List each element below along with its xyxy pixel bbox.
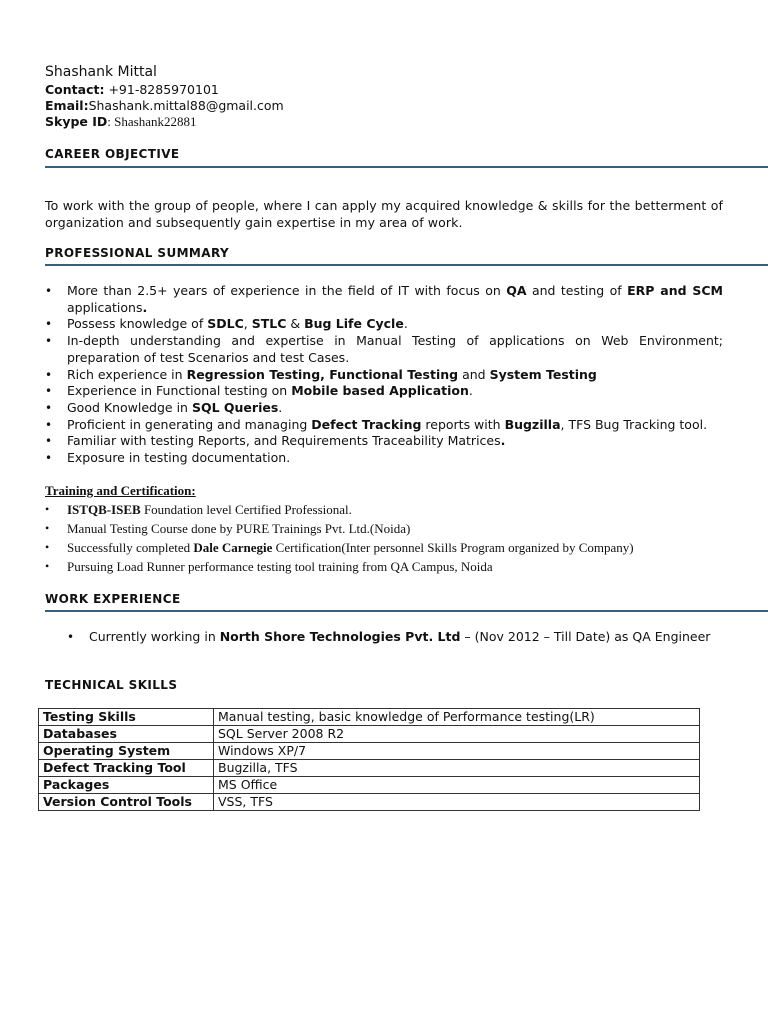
bullet-icon: • — [45, 317, 53, 332]
skill-value-cell: VSS, TFS — [214, 794, 700, 811]
bullet-icon: • — [45, 367, 53, 382]
list-item — [45, 383, 723, 400]
professional-summary-list — [45, 283, 723, 467]
email-label: Email: — [45, 98, 89, 113]
training-heading: Training and Certification: — [45, 483, 196, 498]
skill-category-cell: Defect Tracking Tool — [39, 760, 214, 777]
skill-value-cell: Bugzilla, TFS — [214, 760, 700, 777]
list-item-text: , TFS Bug Tracking tool. — [560, 416, 708, 432]
list-item-text: Foundation level Certified Professional. — [140, 502, 352, 517]
list-item-text: Familiar with testing Reports, and Requirements Traceability Matrices — [67, 433, 501, 449]
bullet-icon: • — [45, 559, 50, 573]
skill-value-cell: Manual testing, basic knowledge of Performance testing(LR) — [214, 709, 700, 726]
skill-value-cell: MS Office — [214, 777, 700, 794]
skype-label: Skype ID — [45, 114, 108, 129]
skill-value-cell: SQL Server 2008 R2 — [214, 726, 700, 743]
list-item — [67, 629, 723, 646]
bullet-icon: • — [45, 434, 53, 449]
list-item-text: Rich experience in — [67, 366, 187, 382]
skill-category-cell: Databases — [39, 726, 214, 743]
list-item-text: – (Nov 2012 – Till Date) as QA Engineer — [460, 629, 711, 644]
list-item-text: Experience in Functional testing on — [67, 383, 292, 399]
section-heading-work-experience: WORK EXPERIENCE — [45, 592, 181, 606]
list-item-text: . — [142, 299, 148, 315]
list-item-text: Mobile based Application — [291, 383, 469, 399]
list-item — [45, 450, 723, 467]
section-divider — [45, 610, 768, 612]
table-row — [39, 709, 700, 726]
bullet-icon: • — [45, 521, 50, 535]
section-divider — [45, 264, 768, 266]
list-item — [45, 538, 735, 557]
list-item-text: , — [243, 316, 252, 332]
list-item-text: SDLC — [207, 316, 244, 332]
list-item-text: Bugzilla — [504, 416, 561, 432]
list-item-text: STLC — [251, 316, 287, 332]
list-item — [45, 557, 735, 576]
list-item-text: . — [500, 433, 506, 449]
section-heading-career-objective: CAREER OBJECTIVE — [45, 147, 180, 161]
training-list — [45, 500, 735, 576]
contact-label: Contact: — [45, 82, 105, 97]
skill-category-cell: Operating System — [39, 743, 214, 760]
bullet-icon: • — [45, 284, 53, 298]
section-heading-technical-skills: TECHNICAL SKILLS — [45, 678, 178, 692]
list-item — [45, 316, 723, 333]
list-item-text: North Shore Technologies Pvt. Ltd — [219, 629, 461, 644]
table-row — [39, 760, 700, 777]
list-item-text: reports with — [421, 416, 505, 432]
list-item-text: Proficient in generating and managing — [67, 416, 312, 432]
section-divider — [45, 166, 768, 168]
section-heading-professional-summary: PROFESSIONAL SUMMARY — [45, 246, 230, 260]
skill-category-cell: Packages — [39, 777, 214, 794]
work-experience-list — [67, 629, 723, 646]
skype-line — [45, 114, 196, 130]
list-item-text: QA — [506, 283, 527, 298]
list-item — [45, 333, 723, 366]
list-item-text: Defect Tracking — [311, 416, 422, 432]
list-item-text: Successfully completed — [67, 540, 194, 555]
list-item-text: ISTQB-ISEB — [67, 502, 141, 517]
contact-phone: +91-8285970101 — [104, 82, 219, 97]
bullet-icon: • — [45, 334, 53, 349]
list-item — [45, 500, 735, 519]
contact-line — [45, 82, 219, 98]
list-item-text: and testing of — [526, 283, 628, 298]
list-item — [45, 367, 723, 384]
list-item-text: Bug Life Cycle — [304, 316, 404, 332]
email-address: Shashank.mittal88@gmail.com — [88, 98, 284, 113]
list-item-text: & — [286, 316, 305, 332]
bullet-icon: • — [45, 451, 53, 466]
list-item-text: Certification(Inter personnel Skills Program organized by Company) — [272, 540, 634, 555]
list-item-text: Dale Carnegie — [193, 540, 273, 555]
list-item-text: Exposure in testing documentation. — [67, 450, 291, 466]
list-item-text: Possess knowledge of — [67, 316, 208, 332]
list-item-text: . — [278, 399, 283, 415]
skill-category-cell: Testing Skills — [39, 709, 214, 726]
list-item-text: SQL Queries — [191, 399, 279, 415]
list-item-text: . — [468, 383, 473, 399]
bullet-icon: • — [45, 417, 53, 432]
table-row — [39, 743, 700, 760]
career-objective-text: To work with the group of people, where I can apply my acquired knowledge & skills for the betterment of organization and subsequently gain expertise in my area of work. — [45, 198, 723, 230]
list-item-text: System Testing — [489, 366, 597, 382]
bullet-icon: • — [45, 400, 53, 415]
table-row — [39, 794, 700, 811]
list-item-text: Good Knowledge in — [67, 399, 192, 415]
list-item-text: ERP and SCM — [627, 283, 723, 298]
list-item-text: Pursuing Load Runner performance testing tool training from QA Campus, Noida — [67, 559, 493, 574]
skill-value-cell: Windows XP/7 — [214, 743, 700, 760]
list-item — [45, 433, 723, 450]
list-item — [45, 519, 735, 538]
bullet-icon: • — [45, 502, 50, 516]
list-item-text: . — [403, 316, 408, 332]
table-row — [39, 777, 700, 794]
bullet-icon: • — [67, 630, 75, 644]
list-item-text: and — [458, 366, 490, 382]
technical-skills-table — [38, 708, 700, 811]
skill-category-cell: Version Control Tools — [39, 794, 214, 811]
table-row — [39, 726, 700, 743]
email-line — [45, 98, 284, 114]
list-item-text: Manual Testing Course done by PURE Trainings Pvt. Ltd.(Noida) — [67, 521, 411, 536]
list-item — [45, 400, 723, 417]
list-item-text: Regression Testing, Functional Testing — [186, 366, 459, 382]
list-item — [45, 417, 723, 434]
candidate-name: Shashank Mittal — [45, 64, 157, 80]
skype-id: : Shashank22881 — [107, 114, 197, 129]
list-item-text: In-depth understanding and expertise in Manual Testing of applications on Web Environment; preparation of test Scenarios and test Cases. — [67, 333, 723, 365]
list-item-text: applications — [67, 299, 143, 315]
bullet-icon: • — [45, 540, 50, 554]
list-item-text: More than 2.5+ years of experience in the field of IT with focus on — [67, 283, 507, 298]
list-item-text: Currently working in — [89, 629, 220, 644]
bullet-icon: • — [45, 384, 53, 399]
list-item — [45, 283, 723, 316]
